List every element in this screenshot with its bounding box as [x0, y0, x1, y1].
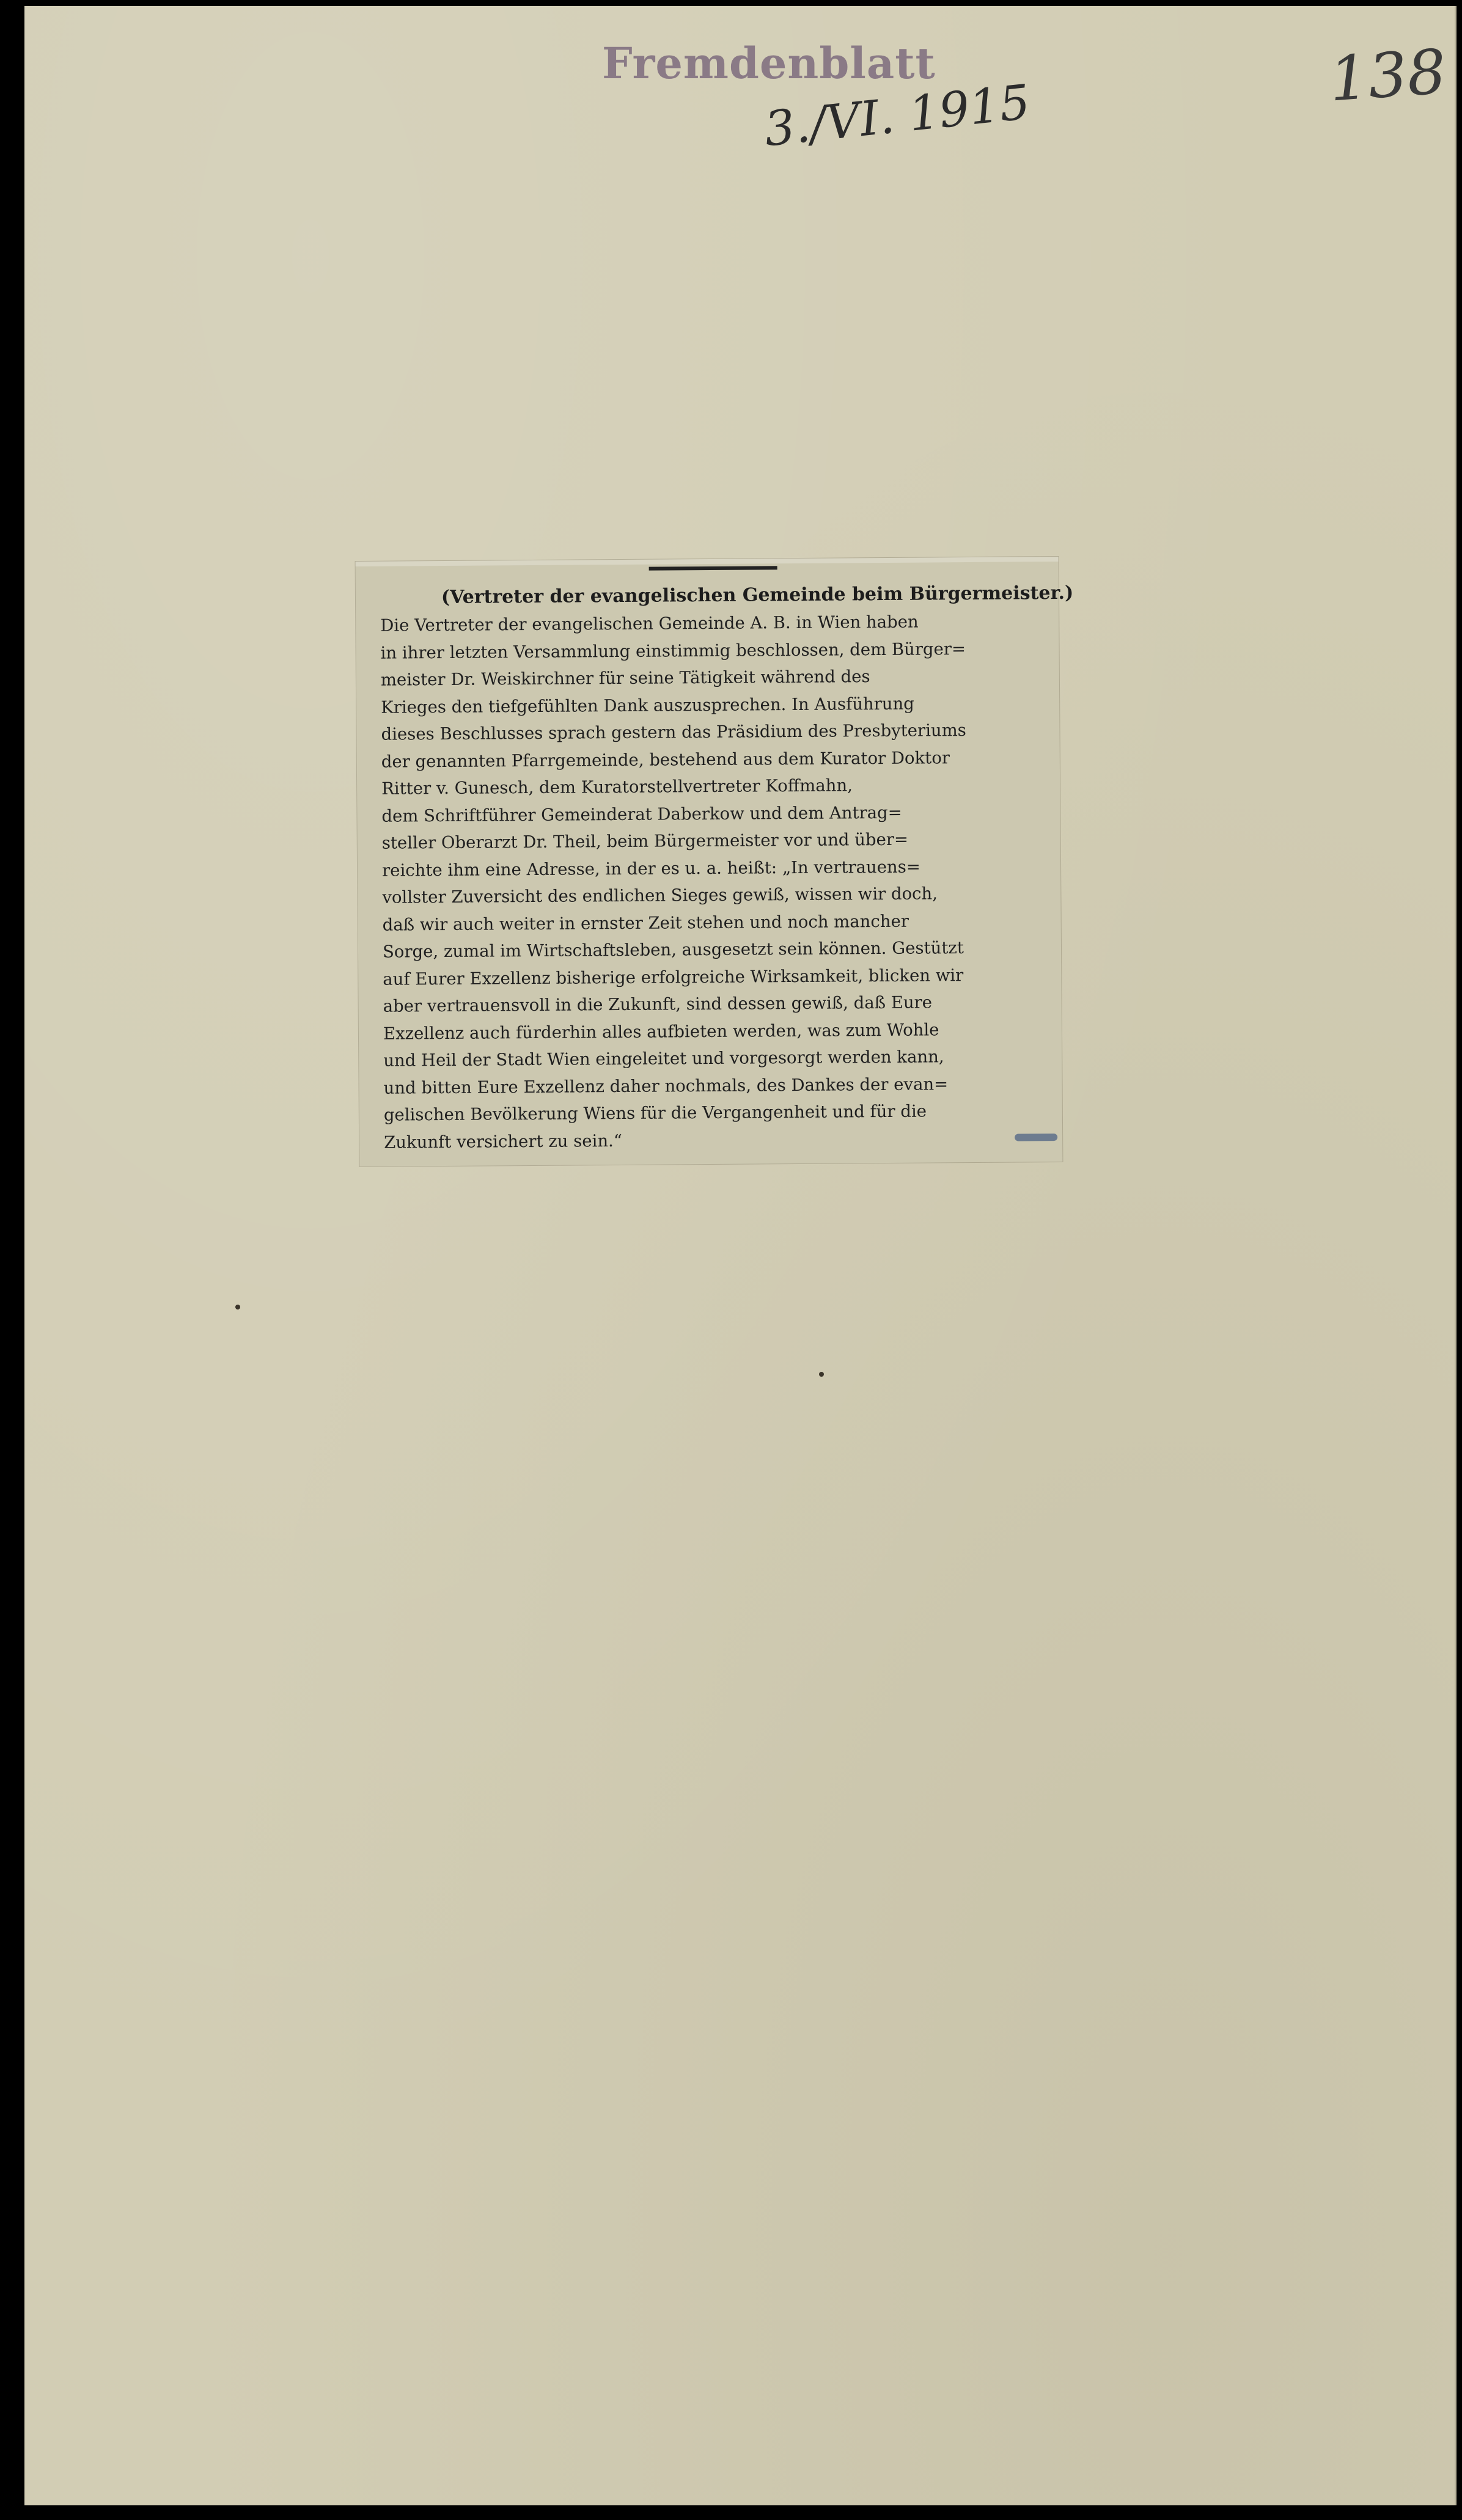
text-line: reichte ihm eine Adresse, in der es u. a. heißt: „In vertrauens= [381, 857, 920, 881]
clipping-headline: (Vertreter der evangelischen Gemeinde beim Bürgermeister.) [441, 582, 1074, 609]
handwritten-date: 3./VI. 1915 [762, 75, 1033, 158]
text-line: Ritter v. Gunesch, dem Kuratorstellvertreter Koffmahn, [381, 775, 853, 799]
text-line: gelischen Bevölkerung Wiens für die Vergangenheit und für die [383, 1101, 927, 1125]
archive-sheet [24, 6, 1456, 2505]
text-line: Krieges den tiefgefühlten Dank auszusprechen. In Ausführung [381, 694, 914, 717]
text-line: steller Oberarzt Dr. Theil, beim Bürgermeister vor und über= [381, 829, 909, 853]
text-line: Sorge, zumal im Wirtschaftsleben, ausgesetzt sein können. Gestützt [382, 938, 964, 962]
text-line: Die Vertreter der evangelischen Gemeinde A. B. in Wien haben [380, 612, 919, 635]
text-line: Zukunft versichert zu sein.“ [384, 1130, 622, 1152]
text-line: auf Eurer Exzellenz bisherige erfolgreiche Wirksamkeit, blicken wir [383, 965, 964, 989]
clipping-body [380, 607, 1044, 1156]
text-line: daß wir auch weiter in ernster Zeit stehen und noch mancher [382, 911, 909, 935]
paper-speck [819, 1372, 824, 1377]
text-line: Exzellenz auch fürderhin alles aufbieten werden, was zum Wohle [383, 1019, 939, 1044]
text-line: und bitten Eure Exzellenz daher nochmals, des Dankes der evan= [383, 1074, 949, 1098]
text-line: dem Schriftführer Gemeinderat Daberkow und dem Antrag= [381, 802, 902, 826]
text-line: meister Dr. Weiskirchner für seine Tätigkeit während des [380, 667, 870, 690]
text-line: und Heil der Stadt Wien eingeleitet und vorgesorgt werden kann, [383, 1047, 944, 1071]
newspaper-stamp: Fremdenblatt [602, 38, 936, 89]
text-line: in ihrer letzten Versammlung einstimmig beschlossen, dem Bürger= [380, 639, 966, 663]
paper-speck [235, 1305, 240, 1309]
text-line: vollster Zuversicht des endlichen Sieges gewiß, wissen wir doch, [382, 884, 938, 907]
text-line: der genannten Pfarrgemeinde, bestehend aus dem Kurator Doktor [381, 747, 950, 772]
newspaper-clipping [356, 557, 1074, 1167]
handwritten-page-number: 138 [1327, 35, 1449, 115]
text-line: dieses Beschlusses sprach gestern das Präsidium des Presbyteriums [381, 720, 966, 744]
text-line: aber vertrauensvoll in die Zukunft, sind dessen gewiß, daß Eure [383, 992, 933, 1016]
blue-pencil-mark [1015, 1134, 1057, 1141]
separator-rule [649, 566, 777, 570]
